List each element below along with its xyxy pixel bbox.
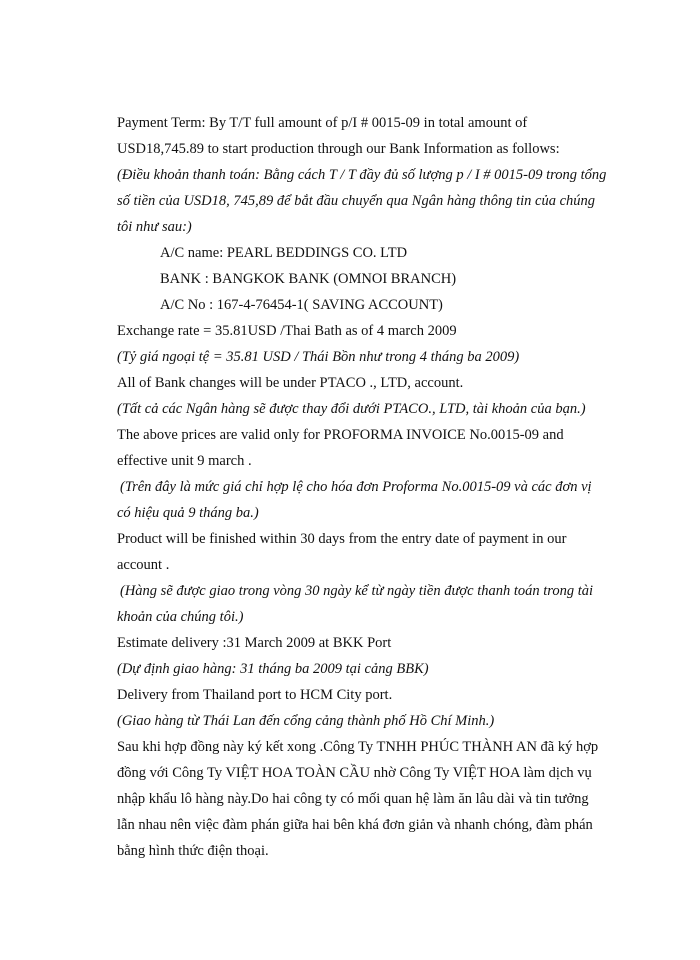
production-line-2: account . xyxy=(117,557,170,573)
prices-valid-line-2: effective unit 9 march . xyxy=(117,453,252,469)
prices-valid-vi-line-2: có hiệu quả 9 tháng ba.) xyxy=(117,505,259,521)
paragraph-line-3: nhập khẩu lô hàng này.Do hai công ty có mối quan hệ làm ăn lâu dài và tin tưởng xyxy=(117,791,589,807)
production-vi-line-2: khoản của chúng tôi.) xyxy=(117,609,244,625)
payment-term-line-2: USD18,745.89 to start production through our Bank Information as follows: xyxy=(117,141,560,157)
bank-name: BANK : BANGKOK BANK (OMNOI BRANCH) xyxy=(160,271,457,287)
payment-term-line-1: Payment Term: By T/T full amount of p/I # 0015-09 in total amount of xyxy=(117,115,528,131)
bank-charges-vi: (Tất cả các Ngân hàng sẽ được thay đổi dưới PTACO., LTD, tài khoản của bạn.) xyxy=(117,401,586,417)
paragraph-line-2: đồng với Công Ty VIỆT HOA TOÀN CẦU nhờ Công Ty VIỆT HOA làm dịch vụ xyxy=(117,765,592,781)
paragraph-line-5: bằng hình thức điện thoại. xyxy=(117,843,269,859)
prices-valid-vi-line-1: (Trên đây là mức giá chỉ hợp lệ cho hóa đơn Proforma No.0015-09 và các đơn vị xyxy=(120,479,592,495)
paragraph-line-1: Sau khi hợp đồng này ký kết xong .Công Ty TNHH PHÚC THÀNH AN đã ký hợp xyxy=(117,739,599,755)
payment-term-vi-line-1: (Điều khoản thanh toán: Bằng cách T / T đầy đủ số lượng p / I # 0015-09 trong tổng xyxy=(117,167,607,183)
payment-term-vi-line-2: số tiền của USD18, 745,89 để bắt đầu chuyển qua Ngân hàng thông tin của chúng xyxy=(117,193,596,209)
delivery-route: Delivery from Thailand port to HCM City port. xyxy=(117,687,393,703)
estimate-delivery: Estimate delivery :31 March 2009 at BKK Port xyxy=(117,635,392,651)
bank-charges: All of Bank changes will be under PTACO ., LTD, account. xyxy=(117,375,464,391)
account-number: A/C No : 167-4-76454-1( SAVING ACCOUNT) xyxy=(160,297,443,313)
delivery-route-vi: (Giao hàng từ Thái Lan đến cổng cảng thành phố Hồ Chí Minh.) xyxy=(117,713,495,729)
production-line-1: Product will be finished within 30 days from the entry date of payment in our xyxy=(117,531,567,547)
exchange-rate-vi: (Tỷ giá ngoại tệ = 35.81 USD / Thái Bồn như trong 4 tháng ba 2009) xyxy=(117,349,520,365)
paragraph-line-4: lẫn nhau nên việc đàm phán giữa hai bên khá đơn giản và nhanh chóng, đàm phán xyxy=(117,817,593,833)
account-name: A/C name: PEARL BEDDINGS CO. LTD xyxy=(160,245,408,261)
estimate-delivery-vi: (Dự định giao hàng: 31 tháng ba 2009 tại cảng BBK) xyxy=(117,661,429,677)
exchange-rate: Exchange rate = 35.81USD /Thai Bath as of 4 march 2009 xyxy=(117,323,457,339)
prices-valid-line-1: The above prices are valid only for PROFORMA INVOICE No.0015-09 and xyxy=(117,427,564,443)
production-vi-line-1: (Hàng sẽ được giao trong vòng 30 ngày kể từ ngày tiền được thanh toán trong tài xyxy=(120,583,594,599)
payment-term-vi-line-3: tôi như sau:) xyxy=(117,219,192,235)
